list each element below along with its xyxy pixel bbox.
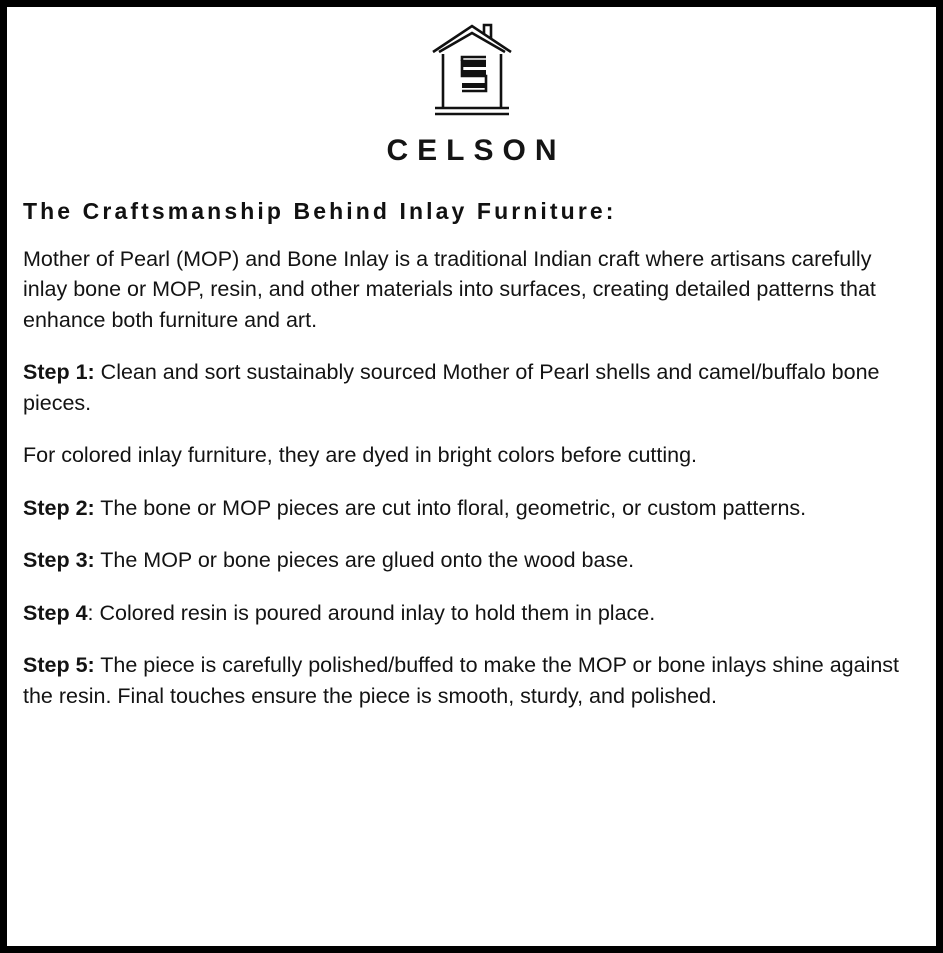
paragraph-text: : Colored resin is poured around inlay to hold them in place. xyxy=(87,600,656,625)
paragraph-step-5 xyxy=(23,650,916,711)
document-inner xyxy=(7,7,936,946)
step-label: Step 2: xyxy=(23,495,95,520)
step-label: Step 1: xyxy=(23,360,95,385)
document-body xyxy=(23,244,920,712)
paragraph-colored-inlay-note xyxy=(23,440,916,471)
house-with-s-monogram-icon xyxy=(429,21,515,117)
paragraph-text: Mother of Pearl (MOP) and Bone Inlay is a traditional Indian craft where artisans carefully inlay bone or MOP, resin, and other materials into surfaces, creating detailed patterns that enhance both furniture and art. xyxy=(23,246,876,332)
step-label: Step 3: xyxy=(23,548,95,573)
paragraph-step-2 xyxy=(23,493,916,524)
paragraph-text: The bone or MOP pieces are cut into floral, geometric, or custom patterns. xyxy=(94,495,807,520)
paragraph-text: For colored inlay furniture, they are dyed in bright colors before cutting. xyxy=(23,443,698,468)
paragraph-text: Clean and sort sustainably sourced Mother of Pearl shells and camel/buffalo bone pieces. xyxy=(23,360,880,415)
page-title: The Craftsmanship Behind Inlay Furniture: xyxy=(23,198,617,224)
paragraph-step-4 xyxy=(23,598,916,629)
paragraph-step-3 xyxy=(23,545,916,576)
step-label: Step 4 xyxy=(23,600,88,625)
paragraph-step-1 xyxy=(23,357,916,418)
paragraph-text: The MOP or bone pieces are glued onto the wood base. xyxy=(94,548,635,573)
brand-header xyxy=(23,17,920,168)
brand-name: CELSON xyxy=(386,134,566,167)
paragraph-intro xyxy=(23,244,916,336)
step-label: Step 5: xyxy=(23,653,95,678)
paragraph-text: The piece is carefully polished/buffed to make the MOP or bone inlays shine against the resin. Final touches ensure the piece is smooth, sturdy, and polished. xyxy=(23,653,900,708)
